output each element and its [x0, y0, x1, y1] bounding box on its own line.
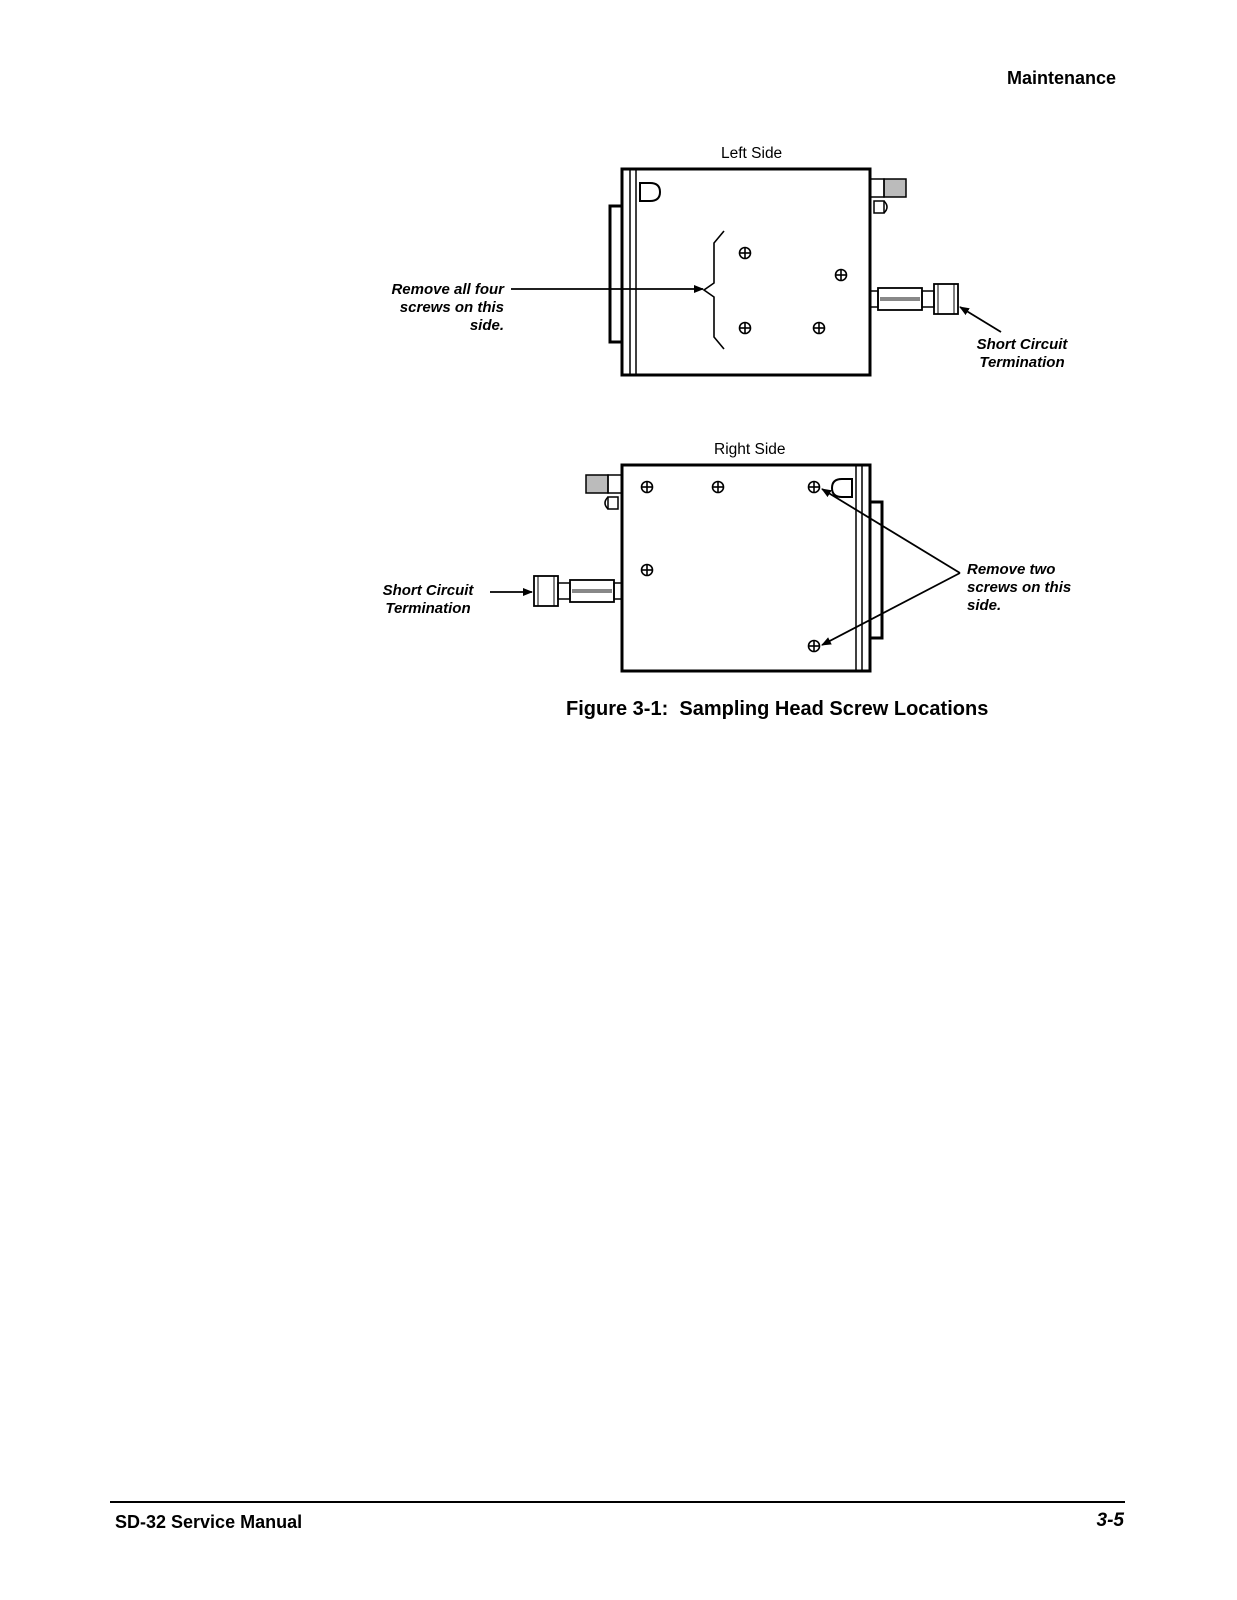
screw-icon	[836, 270, 847, 281]
screw-icon	[740, 323, 751, 334]
screw-location-figure	[0, 0, 1237, 760]
figure-caption: Figure 3-1: Sampling Head Screw Locations	[566, 698, 989, 720]
right-screws-callout	[967, 561, 1071, 615]
screw-icon	[740, 248, 751, 259]
callout-line: Short Circuit	[382, 582, 474, 599]
callout-line: screws on this	[399, 299, 504, 316]
callout-line: Short Circuit	[976, 336, 1068, 353]
right-termination-callout	[370, 582, 486, 618]
left-side-drawing	[610, 169, 958, 375]
right-side-screws	[642, 482, 820, 652]
callout-line: Termination	[385, 600, 471, 617]
callout-line: Remove all four	[391, 281, 504, 298]
screw-icon	[809, 641, 820, 652]
callout-line: side.	[967, 597, 1002, 614]
screw-icon	[809, 482, 820, 493]
callout-line: screws on this	[967, 579, 1072, 596]
callout-arrow	[960, 307, 1001, 332]
left-termination-callout	[970, 336, 1074, 372]
left-side-screws	[740, 248, 847, 334]
left-side-title: Left Side	[721, 145, 783, 162]
callout-line: Termination	[979, 354, 1065, 371]
footer-manual-title: SD-32 Service Manual	[115, 1512, 303, 1532]
left-screws-callout	[340, 281, 504, 335]
footer-page-number: 3-5	[1096, 1510, 1124, 1531]
callout-line: Remove two	[967, 561, 1056, 578]
callout-arrow	[822, 573, 960, 645]
callout-arrow	[822, 489, 960, 573]
screw-icon	[642, 565, 653, 576]
screw-icon	[814, 323, 825, 334]
callout-line: side.	[469, 317, 504, 334]
right-side-title: Right Side	[714, 441, 786, 458]
footer-divider	[110, 1501, 1125, 1503]
screw-icon	[713, 482, 724, 493]
section-header: Maintenance	[1006, 68, 1116, 88]
screw-icon	[642, 482, 653, 493]
